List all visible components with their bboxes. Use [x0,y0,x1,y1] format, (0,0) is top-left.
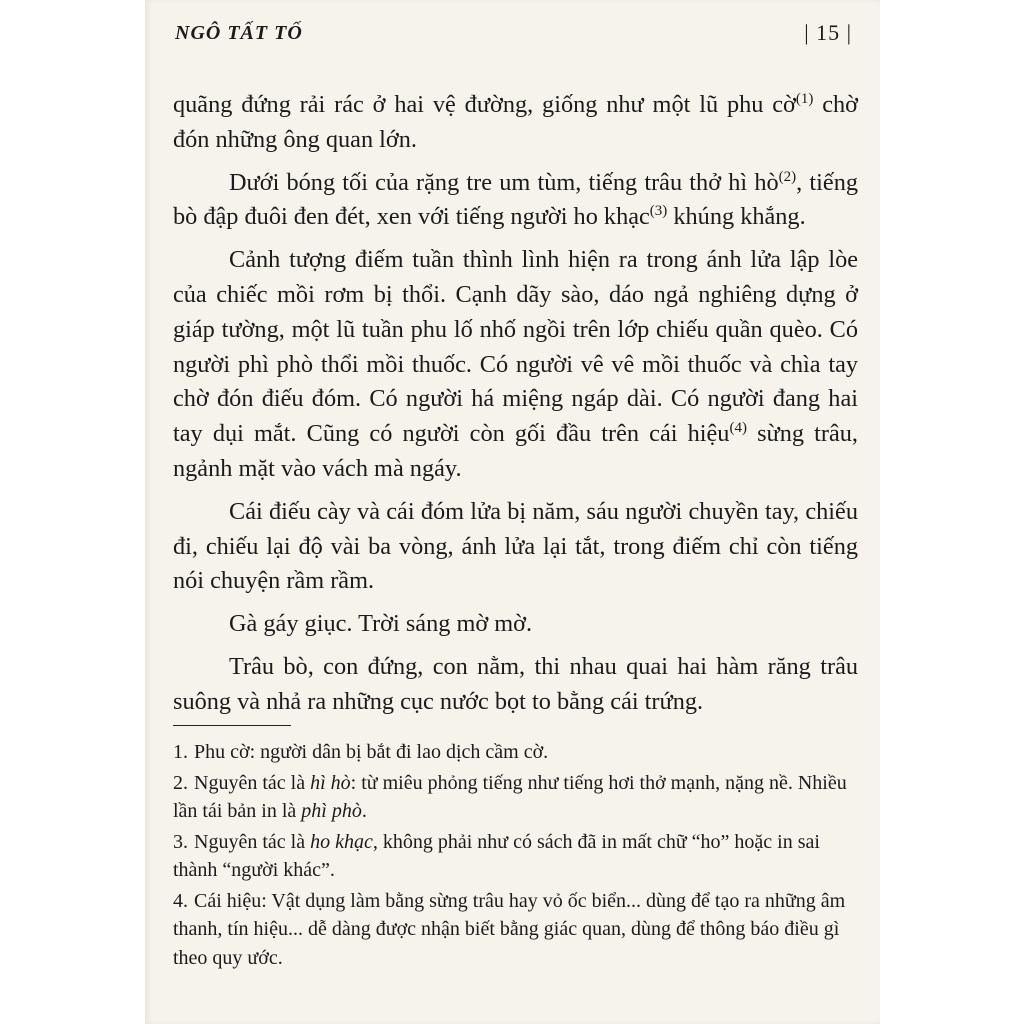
footnote-1: 1. Phu cờ: người dân bị bắt đi lao dịch cầm cờ. [173,741,549,763]
footnote-divider [173,725,291,726]
body-text [173,88,858,720]
paragraph-2: Dưới bóng tối của rặng tre um tùm, tiếng trâu thở hì $hò^{(2)}$, tiếng bò đập đuôi đen đét, xen với tiếng người ho khạc$^{(3)}$ khúng khắng. [173,168,858,231]
scan-background-right [880,0,1024,1024]
footnote-ref-4: (4) [729,420,747,437]
paragraph-5: Gà gáy giục. Trời sáng mờ mờ. [229,610,533,638]
footnote-3: 3. Nguyên tác là ho khạc, không phải như có sách đã in mất chữ “ho” hoặc in sai thành “người khác”. [173,830,820,881]
book-page [145,0,880,1024]
paragraph-4: Cái điếu cày và cái đóm lửa bị năm, sáu người chuyền tay, chiếu đi, chiếu lại độ vài ba vòng, ánh lửa lại tắt, trong điếm chỉ còn tiếng nói chuyện rầm rầm. [173,497,858,595]
footnote-ref-1: (1) [795,91,814,107]
page-number: | 15 | [804,20,852,45]
footnote-ref-3: (3) [649,203,668,220]
paragraph-1: quãng đứng rải rác ở hai vệ đường, giống như một lũ phu cờ$^{(1)}$ chờ đón những ông quan lớn. [173,91,859,153]
footnote-4: 4. Cái hiệu: Vật dụng làm bằng sừng trâu hay vỏ ốc biển... dùng để tạo ra những âm thanh, tín hiệu... dễ dàng được nhận biết bằng giác quan, dùng để thông báo điều gì theo quy ước. [173,889,846,969]
footnote-ref-2: (2) [778,168,797,185]
footnote-2: 2. Nguyên tác là hì hò: từ miêu phỏng tiếng như tiếng hơi thở mạnh, nặng nề. Nhiều lần tái bản in là phì phò. [173,771,847,822]
running-head: NGÔ TẤT TỐ [175,22,303,44]
paragraph-3: Cảnh tượng điếm tuần thình lình hiện ra trong ánh lửa lập lòe của chiếc mồi rơm bị thổi. Cạnh dãy sào, dáo ngả nghiêng dựng ở giáp tường, một lũ tuần phu lố nhố ngồi trên lớp chiếu quần quèo. Có người phì phò thổi mồi thuốc. Có người vê vê mồi thuốc và chìa tay chờ đón điếu đóm. Có người há miệng ngáp dài. Có người đang hai tay dụi mắt. Cũng có người còn gối đầu trên cái hiệu$^{(4)}$ sừng trâu, ngảnh mặt vào vách mà ngáy. [173,246,858,482]
paragraph-6: Trâu bò, con đứng, con nằm, thi nhau quai hai hàm răng trâu suông và nhả ra những cục nước bọt to bằng cái trứng. [173,652,858,715]
scan-background-left [0,0,145,1024]
footnotes [173,738,858,974]
